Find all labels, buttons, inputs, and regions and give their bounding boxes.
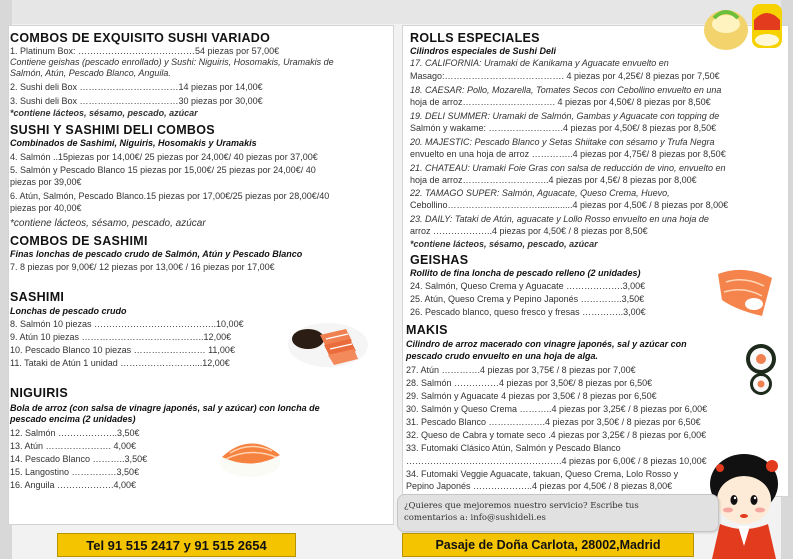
section-title-rolls: ROLLS ESPECIALES [410, 31, 540, 45]
geisha-roll-photo [714, 264, 776, 320]
menu-item-14: 14. Pescado Blanco ………..3,50€ [10, 454, 148, 464]
menu-item-7: 7. 8 piezas por 9,00€/ 12 piezas por 13,00€ / 16 piezas por 17,00€ [10, 262, 275, 272]
menu-item-12: 12. Salmón ………………..3,50€ [10, 428, 140, 438]
allergen-note: *contiene lácteos, sésamo, pescado, azúcar [410, 239, 598, 249]
menu-item-33-price: …………………………………………….4 piezas por 6,00€ / 8 piezas 10,00€ [406, 456, 707, 466]
menu-item-17-price: Masago:…………………………………. 4 piezas por 4,25€/ 8 piezas por 7,50€ [410, 71, 720, 81]
phone-number-banner[interactable]: Tel 91 515 2417 y 91 515 2654 [57, 533, 296, 557]
menu-item-23-price: arroz ………………..4 piezas por 4,50€ / 8 piezas por 8,50€ [410, 226, 648, 236]
menu-item-22-price: Cebollino…………………………..............4 piezas por 4,50€ / 8 piezas por 8,00€ [410, 200, 729, 210]
feedback-email[interactable]: comentarios a: info@sushideli.es [404, 513, 546, 523]
section-title-combos-variado: COMBOS DE EXQUISITO SUSHI VARIADO [10, 31, 271, 45]
menu-item-19: 19. DELI SUMMER: Uramaki de Salmón, Gambas y Aguacate con topping de [410, 111, 720, 121]
menu-item-17: 17. CALIFORNIA: Uramaki de Kanikama y Aguacate envuelto en [410, 58, 669, 68]
menu-item-6: 6. Atún, Salmón, Pescado Blanco.15 piezas por 17,00€/25 piezas por 28,00€/40 [10, 191, 330, 201]
menu-item-13: 13. Atún …………………. 4,00€ [10, 441, 137, 451]
menu-item-18: 18. CAESAR: Pollo, Mozarella, Tomates Secos con Cebollino envuelto en una [410, 85, 722, 95]
menu-item-5-cont: piezas por 39,00€ [10, 177, 82, 187]
menu-item-26: 26. Pescado blanco, queso fresco y fresas …………..3,00€ [410, 307, 646, 317]
section-title-geishas: GEISHAS [410, 253, 469, 267]
section-title-niguiris: NIGUIRIS [10, 386, 68, 400]
menu-item-18-price: hoja de arroz…………………………. 4 piezas por 4,50€/ 8 piezas por 8,50€ [410, 97, 711, 107]
top-band [0, 0, 793, 24]
menu-item-34: 34. Futomaki Veggie Aguacate, takuan, Queso Crema, Lolo Rosso y [406, 469, 679, 479]
menu-item-1-desc-2: Salmón, Atún, Pescado Blanco, Anguila. [10, 68, 171, 78]
allergen-note: *contiene lácteos, sésamo, pescado, azúcar [10, 108, 198, 118]
menu-item-23: 23. DAILY: Tataki de Atún, aguacate y Lollo Rosso envuelto en una hoja de [410, 214, 709, 224]
menu-item-30: 30. Salmón y Queso Crema ………..4 piezas por 3,25€ / 8 piezas por 6,00€ [406, 404, 708, 414]
feedback-text: ¿Quieres que mejoremos nuestro servicio? Escribe tus [404, 501, 639, 511]
section-title-sashimi: SASHIMI [10, 290, 65, 304]
section-subtitle: Cilindro de arroz macerado con vinagre japonés, sal y azúcar con [406, 339, 687, 349]
sushi-rolls-photo [700, 0, 788, 56]
menu-item-20-price: envuelto en una hoja de arroz …………..4 piezas por 4,75€/ 8 piezas por 8,50€ [410, 149, 726, 159]
salmon-nigiri-photo [216, 427, 284, 481]
menu-item-15: 15. Langostino ……………3,50€ [10, 467, 140, 477]
menu-item-3: 3. Sushi deli Box ……………………………30 piezas por 30,00€ [10, 96, 263, 106]
section-subtitle: Finas lonchas de pescado crudo de Salmón, Atún y Pescado Blanco [10, 249, 303, 259]
section-title-makis: MAKIS [406, 323, 448, 337]
allergen-note: *contiene lácteos, sésamo, pescado, azúcar [10, 218, 206, 229]
address-banner: Pasaje de Doña Carlota, 28002,Madrid [402, 533, 694, 557]
menu-item-6-cont: piezas por 40,00€ [10, 203, 82, 213]
menu-item-21-price: hoja de arroz………………………..4 piezas por 4,5€/ 8 piezas por 8,00€ [410, 175, 697, 185]
menu-item-27: 27. Atún ………….4 piezas por 3,75€ / 8 piezas por 7,00€ [406, 365, 636, 375]
menu-item-5: 5. Salmón y Pescado Blanco 15 piezas por 15,00€/ 25 piezas por 24,00€/ 40 [10, 165, 316, 175]
maki-photo [736, 342, 786, 396]
menu-item-34-price: Pepino Japonés ………………..4 piezas por 4,50€ / 8 piezas 8,00€ [406, 481, 673, 491]
section-subtitle: Cilindros especiales de Sushi Deli [410, 46, 557, 56]
section-subtitle: Lonchas de pescado crudo [10, 306, 127, 316]
menu-item-9: 9. Atún 10 piezas …………………………………..12,00€ [10, 332, 232, 342]
section-subtitle: Bola de arroz (con salsa de vinagre japonés, sal y azúcar) con loncha de [10, 403, 320, 413]
menu-item-8: 8. Salmón 10 piezas …………………………………..10,00€ [10, 319, 244, 329]
menu-item-33: 33. Futomaki Clásico Atún, Salmón y Pescado Blanco [406, 443, 621, 453]
menu-item-1-desc: Contiene geishas (pescado enrollado) y Sushi: Niguiris, Hosomakis, Uramakis de [10, 57, 334, 67]
menu-item-29: 29. Salmón y Aguacate 4 piezas por 3,50€ / 8 piezas por 6,50€ [406, 391, 657, 401]
menu-item-16: 16. Anguila ……………….4,00€ [10, 480, 137, 490]
menu-item-10: 10. Pescado Blanco 10 piezas …………………… 11,00€ [10, 345, 235, 355]
section-subtitle-2: pescado crudo envuelto en una hoja de alga. [406, 351, 599, 361]
section-subtitle: Combinados de Sashimi, Niguiris, Hosomakis y Uramakis [10, 138, 257, 148]
menu-item-22: 22. TAMAGO SUPER: Salmón, Aguacate, Queso Crema, Huevo, [410, 188, 670, 198]
menu-item-28: 28. Salmón ……………4 piezas por 3,50€/ 8 piezas por 6,50€ [406, 378, 653, 388]
menu-item-31: 31. Pescado Blanco ……………….4 piezas por 3,50€ / 8 piezas por 6,50€ [406, 417, 701, 427]
menu-item-24: 24. Salmón, Queso Crema y Aguacate ……………….3,00€ [410, 281, 646, 291]
menu-item-25: 25. Atún, Queso Crema y Pepino Japonés …………..3,50€ [410, 294, 645, 304]
section-subtitle-2: pescado encima (2 unidades) [10, 414, 136, 424]
menu-item-20: 20. MAJESTIC: Pescado Blanco y Setas Shiitake con sésamo y Trufa Negra [410, 137, 715, 147]
section-subtitle: Rollito de fina loncha de pescado relleno (2 unidades) [410, 268, 641, 278]
menu-item-11: 11. Tataki de Atún 1 unidad ……………………....12,00€ [10, 358, 230, 368]
menu-item-19-price: Salmón y wakame: …………………….4 piezas por 4,50€/ 8 piezas por 8,50€ [410, 123, 717, 133]
feedback-speech-bubble [397, 494, 719, 532]
menu-item-32: 32. Queso de Cabra y tomate seco .4 piezas por 3,25€ / 8 piezas por 6,00€ [406, 430, 707, 440]
menu-item-1: 1. Platinum Box: …………………………………54 piezas por 57,00€ [10, 46, 280, 56]
menu-item-21: 21. CHATEAU: Uramaki Foie Gras con salsa de reducción de vino, envuelto en [410, 163, 726, 173]
sashimi-photo [286, 315, 370, 369]
menu-item-4: 4. Salmón ..15piezas por 14,00€/ 25 piezas por 24,00€/ 40 piezas por 37,00€ [10, 152, 318, 162]
section-title-combos-sashimi: COMBOS DE SASHIMI [10, 234, 148, 248]
section-title-sushi-sashimi: SUSHI Y SASHIMI DELI COMBOS [10, 123, 215, 137]
menu-item-2: 2. Sushi deli Box ……………………………14 piezas por 14,00€ [10, 82, 263, 92]
